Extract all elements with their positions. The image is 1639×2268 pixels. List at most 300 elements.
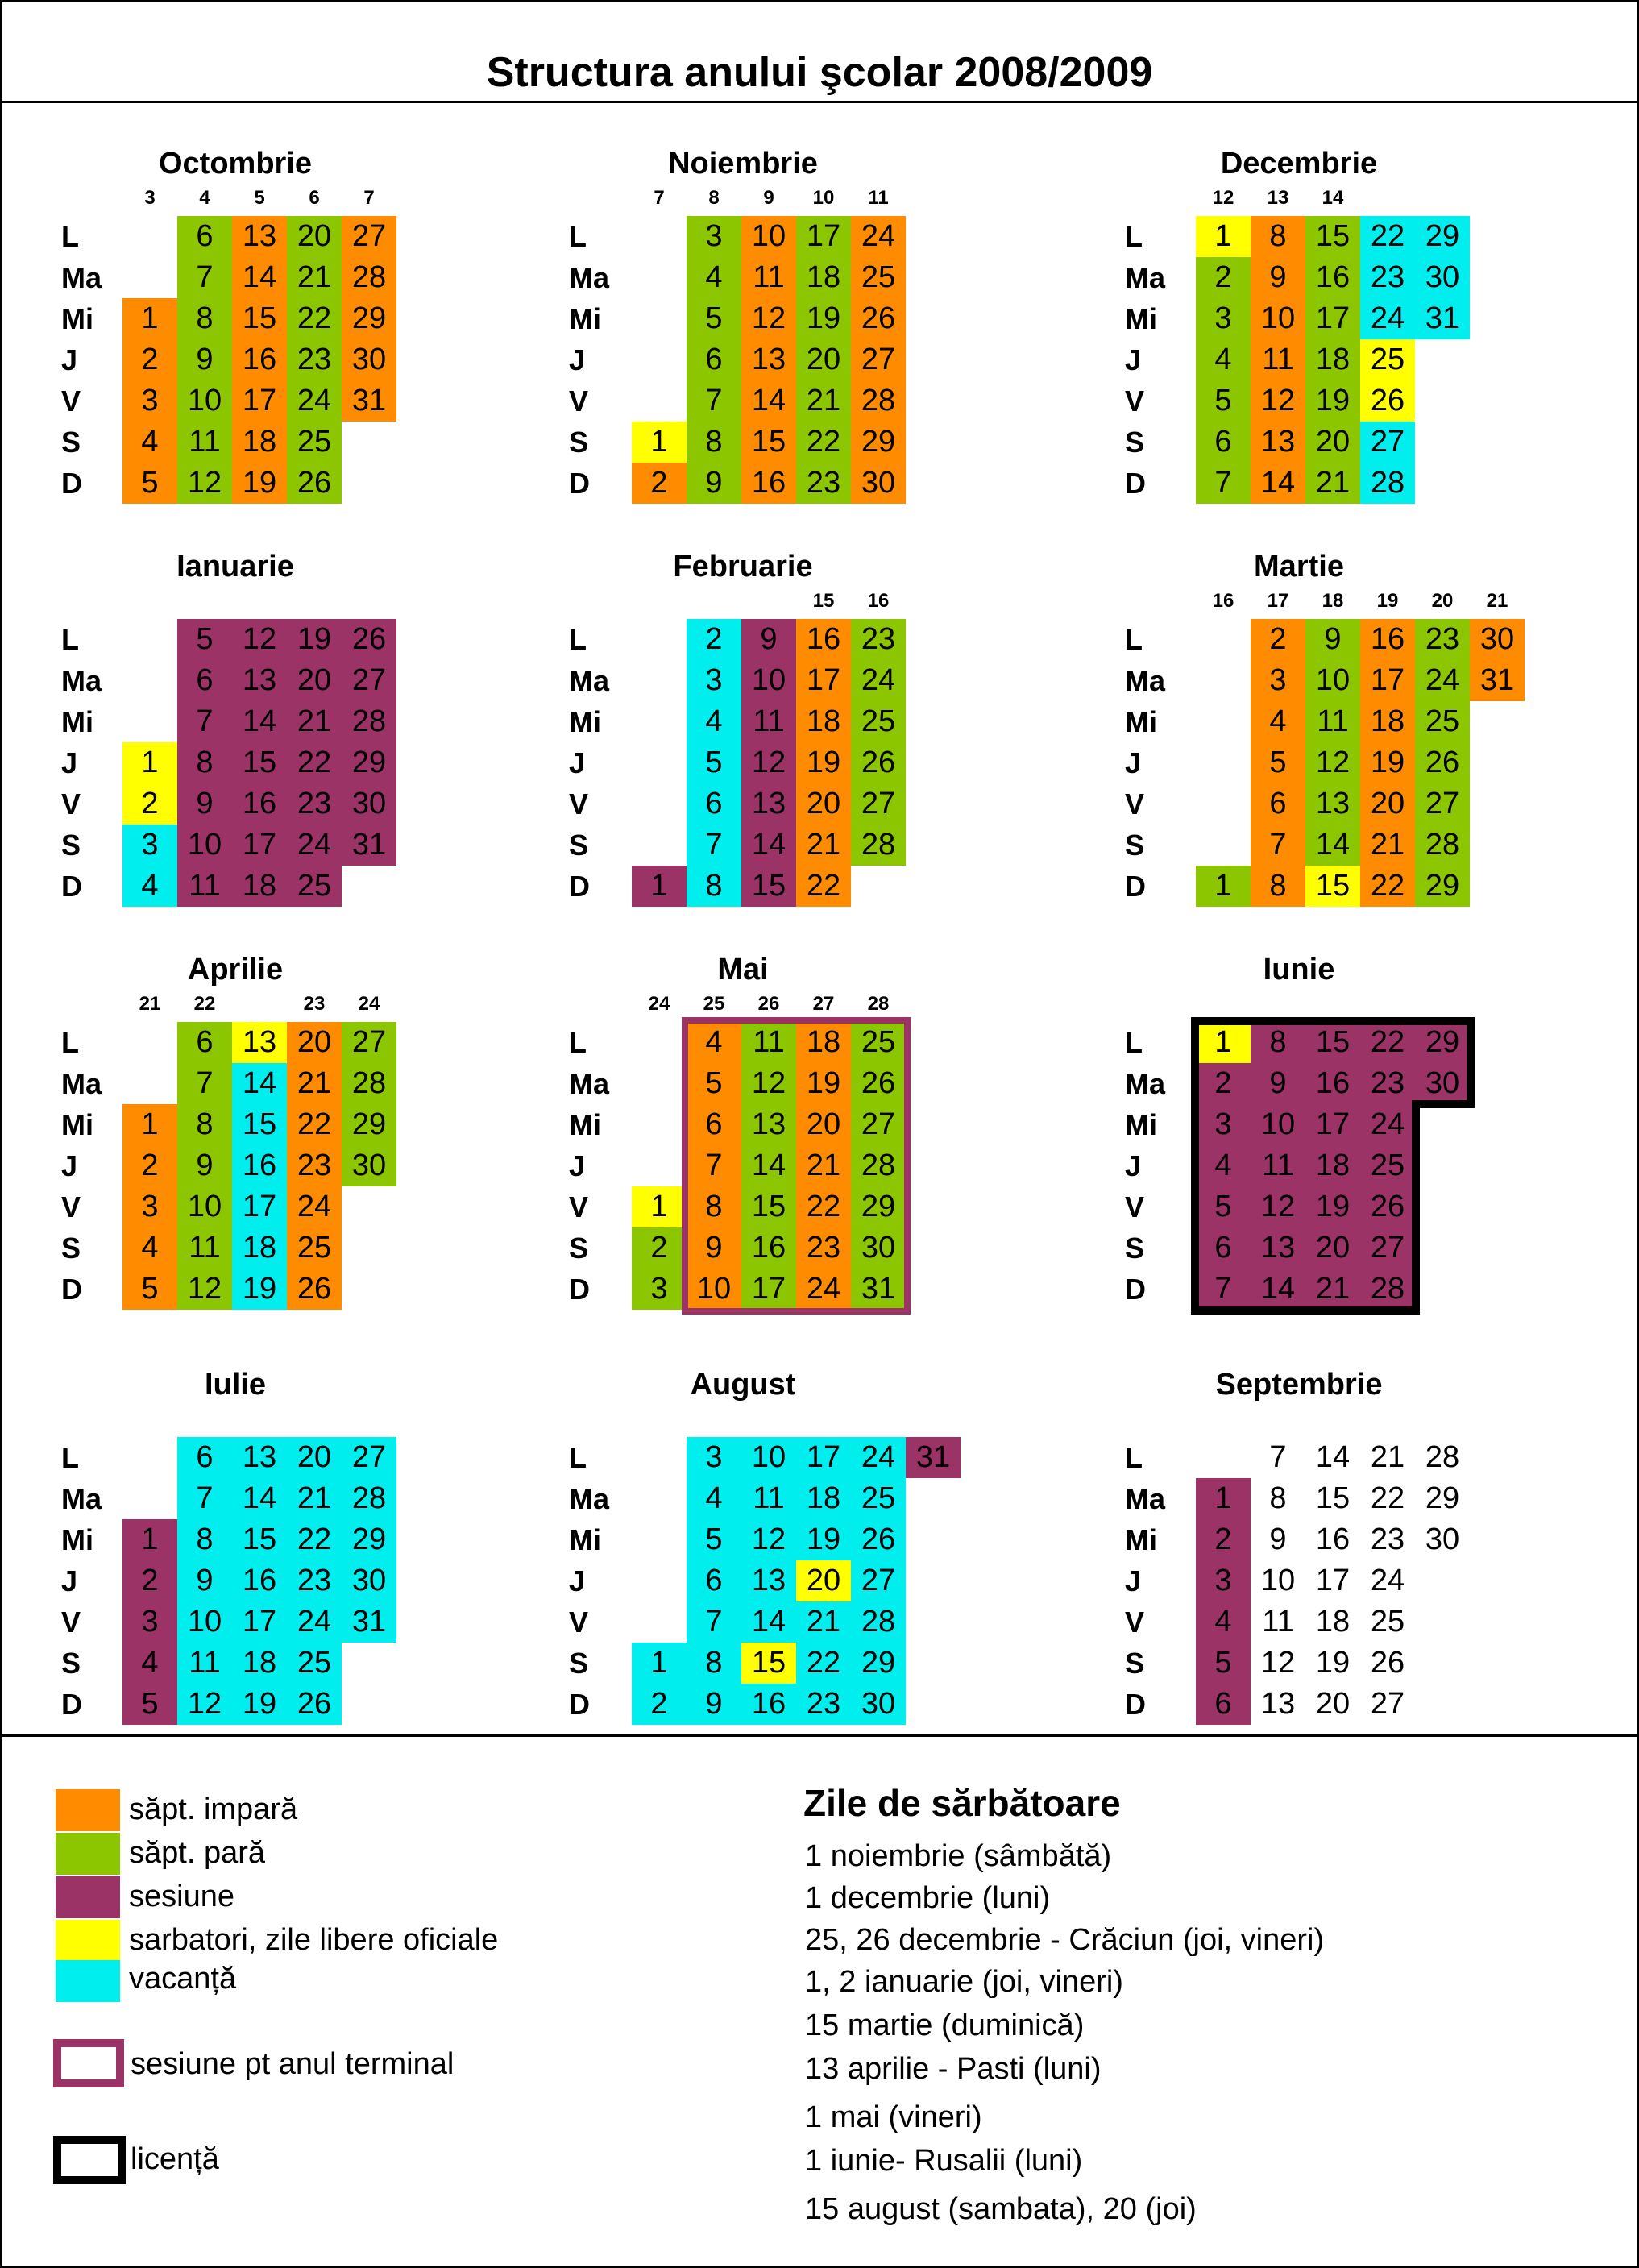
week-number: 26 bbox=[757, 993, 780, 1015]
day-cell: 20 bbox=[287, 1437, 342, 1478]
day-cell: 29 bbox=[1415, 216, 1470, 257]
holiday-item: 1 decembrie (luni) bbox=[805, 1881, 1051, 1915]
day-cell: 22 bbox=[287, 298, 342, 339]
day-cell: 1 bbox=[122, 1104, 177, 1145]
day-cell: 11 bbox=[177, 1227, 232, 1269]
day-cell: 15 bbox=[1305, 216, 1360, 257]
day-label: V bbox=[569, 1190, 589, 1223]
day-cell: 4 bbox=[687, 1022, 741, 1063]
day-cell: 11 bbox=[1251, 1145, 1305, 1186]
day-cell: 20 bbox=[796, 339, 851, 380]
day-cell: 7 bbox=[687, 380, 741, 422]
day-cell: 10 bbox=[177, 1601, 232, 1643]
day-label: S bbox=[61, 426, 81, 459]
month-name: August bbox=[690, 1368, 796, 1402]
day-cell: 10 bbox=[687, 1269, 741, 1310]
day-cell: 22 bbox=[1370, 1481, 1405, 1515]
day-cell: 4 bbox=[687, 257, 741, 298]
day-label: S bbox=[61, 1232, 81, 1265]
week-number: 3 bbox=[144, 187, 156, 209]
day-cell: 15 bbox=[741, 1186, 796, 1227]
day-label: J bbox=[1125, 746, 1142, 779]
week-number: 17 bbox=[1267, 590, 1289, 612]
day-cell: 25 bbox=[287, 866, 342, 907]
day-cell: 18 bbox=[232, 1227, 287, 1269]
day-cell: 1 bbox=[632, 1643, 687, 1684]
day-label: D bbox=[61, 467, 82, 500]
day-label: Ma bbox=[569, 1067, 610, 1100]
day-cell: 5 bbox=[1251, 742, 1305, 783]
day-cell: 17 bbox=[796, 216, 851, 257]
week-number: 7 bbox=[363, 187, 375, 209]
day-label: S bbox=[1125, 1647, 1145, 1680]
day-cell: 1 bbox=[1196, 866, 1251, 907]
day-label: S bbox=[569, 1232, 589, 1265]
day-cell: 8 bbox=[687, 1643, 741, 1684]
day-cell: 15 bbox=[741, 1643, 796, 1684]
day-cell: 24 bbox=[1370, 1564, 1405, 1597]
day-cell: 19 bbox=[1305, 380, 1360, 422]
week-number: 21 bbox=[139, 993, 161, 1015]
week-number: 25 bbox=[703, 993, 725, 1015]
day-cell: 2 bbox=[1196, 1063, 1251, 1104]
day-cell: 9 bbox=[687, 1227, 741, 1269]
day-cell: 27 bbox=[1360, 422, 1415, 463]
day-cell: 24 bbox=[287, 825, 342, 866]
day-cell: 26 bbox=[287, 463, 342, 504]
day-cell: 5 bbox=[687, 298, 741, 339]
day-cell: 27 bbox=[851, 783, 906, 825]
week-number: 16 bbox=[867, 590, 890, 612]
day-cell: 23 bbox=[287, 1560, 342, 1601]
day-cell: 16 bbox=[1305, 257, 1360, 298]
day-cell: 13 bbox=[1251, 422, 1305, 463]
day-cell: 19 bbox=[796, 1063, 851, 1104]
day-cell: 5 bbox=[687, 1063, 741, 1104]
day-cell: 10 bbox=[1305, 660, 1360, 701]
day-cell: 21 bbox=[287, 257, 342, 298]
day-cell: 7 bbox=[1269, 1440, 1287, 1474]
day-cell: 9 bbox=[1251, 257, 1305, 298]
day-label: V bbox=[1125, 384, 1145, 417]
day-cell: 13 bbox=[741, 1104, 796, 1145]
day-label: S bbox=[61, 829, 81, 862]
day-cell: 11 bbox=[1262, 1605, 1294, 1639]
day-cell: 13 bbox=[741, 339, 796, 380]
day-cell: 16 bbox=[741, 463, 796, 504]
day-cell: 6 bbox=[1251, 783, 1305, 825]
day-cell: 22 bbox=[1360, 866, 1415, 907]
day-cell: 19 bbox=[1315, 1646, 1351, 1680]
day-cell: 10 bbox=[177, 1186, 232, 1227]
day-cell: 7 bbox=[1196, 463, 1251, 504]
week-number: 27 bbox=[812, 993, 835, 1015]
week-number: 6 bbox=[309, 187, 320, 209]
day-cell: 10 bbox=[741, 660, 796, 701]
day-label: L bbox=[61, 220, 79, 253]
day-cell: 27 bbox=[342, 1437, 396, 1478]
day-cell: 24 bbox=[851, 216, 906, 257]
day-cell: 5 bbox=[122, 1269, 177, 1310]
day-label: Mi bbox=[61, 1108, 93, 1141]
day-cell: 14 bbox=[741, 1601, 796, 1643]
day-cell: 23 bbox=[1360, 1063, 1415, 1104]
day-cell: 3 bbox=[122, 380, 177, 422]
week-number: 24 bbox=[358, 993, 380, 1015]
day-cell: 25 bbox=[851, 257, 906, 298]
day-cell: 17 bbox=[232, 1601, 287, 1643]
day-cell: 26 bbox=[1360, 380, 1415, 422]
day-cell: 7 bbox=[687, 825, 741, 866]
day-cell: 1 bbox=[122, 1519, 177, 1560]
day-cell: 7 bbox=[687, 1145, 741, 1186]
day-cell: 8 bbox=[1269, 1481, 1287, 1515]
day-cell: 4 bbox=[687, 1478, 741, 1519]
day-cell: 2 bbox=[122, 1145, 177, 1186]
day-cell: 25 bbox=[851, 1478, 906, 1519]
day-cell: 1 bbox=[1196, 216, 1251, 257]
day-cell: 24 bbox=[1360, 1104, 1415, 1145]
month-name: Februarie bbox=[673, 550, 813, 584]
day-label: Mi bbox=[569, 1108, 601, 1141]
day-cell: 10 bbox=[177, 825, 232, 866]
day-cell: 18 bbox=[232, 866, 287, 907]
day-label: Ma bbox=[1125, 1482, 1166, 1515]
day-cell: 11 bbox=[177, 866, 232, 907]
day-cell: 16 bbox=[232, 783, 287, 825]
day-cell: 17 bbox=[1315, 1564, 1351, 1597]
day-cell: 22 bbox=[287, 1104, 342, 1145]
day-cell: 15 bbox=[741, 422, 796, 463]
day-cell: 20 bbox=[287, 216, 342, 257]
day-cell: 5 bbox=[122, 1684, 177, 1725]
day-cell: 3 bbox=[122, 825, 177, 866]
week-number: 15 bbox=[812, 590, 835, 612]
day-cell: 30 bbox=[851, 1684, 906, 1725]
day-label: J bbox=[61, 1149, 78, 1182]
day-cell: 28 bbox=[1425, 1440, 1460, 1474]
day-cell: 8 bbox=[1251, 216, 1305, 257]
day-cell: 23 bbox=[796, 463, 851, 504]
day-cell: 22 bbox=[1360, 1022, 1415, 1063]
day-cell: 30 bbox=[342, 1560, 396, 1601]
day-cell: 1 bbox=[1196, 1022, 1251, 1063]
day-cell: 1 bbox=[632, 866, 687, 907]
day-cell: 23 bbox=[287, 339, 342, 380]
day-cell: 10 bbox=[1251, 1104, 1305, 1145]
day-cell: 13 bbox=[232, 1022, 287, 1063]
day-label: S bbox=[61, 1647, 81, 1680]
day-cell: 14 bbox=[741, 1145, 796, 1186]
day-cell: 21 bbox=[287, 701, 342, 742]
day-label: D bbox=[1125, 1688, 1146, 1721]
legend-label-terminal: sesiune pt anul terminal bbox=[131, 2047, 454, 2081]
day-cell: 28 bbox=[851, 380, 906, 422]
day-cell: 31 bbox=[342, 825, 396, 866]
day-label: V bbox=[61, 384, 81, 417]
day-cell: 24 bbox=[796, 1269, 851, 1310]
day-label: V bbox=[61, 1605, 81, 1639]
day-cell: 17 bbox=[232, 1186, 287, 1227]
day-cell: 20 bbox=[796, 1560, 851, 1601]
week-number: 10 bbox=[812, 187, 835, 209]
day-cell: 25 bbox=[287, 422, 342, 463]
legend-label-para: săpt. pară bbox=[129, 1836, 265, 1870]
day-cell: 8 bbox=[1251, 1022, 1305, 1063]
day-cell: 16 bbox=[741, 1227, 796, 1269]
day-cell: 18 bbox=[1305, 1145, 1360, 1186]
day-label: Ma bbox=[1125, 261, 1166, 294]
day-cell: 4 bbox=[122, 1643, 177, 1684]
day-cell: 3 bbox=[632, 1269, 687, 1310]
day-cell: 20 bbox=[796, 1104, 851, 1145]
legend-label-sesiune: sesiune bbox=[129, 1880, 234, 1913]
day-cell: 26 bbox=[851, 742, 906, 783]
week-number: 21 bbox=[1486, 590, 1508, 612]
day-cell: 29 bbox=[851, 422, 906, 463]
day-cell: 19 bbox=[796, 742, 851, 783]
day-label: S bbox=[569, 829, 589, 862]
day-cell: 1 bbox=[122, 298, 177, 339]
day-cell: 17 bbox=[741, 1269, 796, 1310]
day-cell: 18 bbox=[796, 701, 851, 742]
day-cell: 11 bbox=[741, 257, 796, 298]
day-cell: 17 bbox=[232, 825, 287, 866]
day-cell: 8 bbox=[1251, 866, 1305, 907]
day-cell: 5 bbox=[122, 463, 177, 504]
day-cell: 29 bbox=[342, 742, 396, 783]
day-cell: 10 bbox=[177, 380, 232, 422]
day-cell: 18 bbox=[1305, 339, 1360, 380]
day-cell: 4 bbox=[687, 701, 741, 742]
day-cell: 27 bbox=[1415, 783, 1470, 825]
day-label: Ma bbox=[569, 664, 610, 697]
day-cell: 12 bbox=[177, 1684, 232, 1725]
holiday-item: 1 mai (vineri) bbox=[805, 2100, 982, 2134]
day-cell: 29 bbox=[851, 1186, 906, 1227]
day-cell: 19 bbox=[232, 463, 287, 504]
day-label: Ma bbox=[569, 1482, 610, 1515]
day-cell: 30 bbox=[342, 1145, 396, 1186]
day-label: Ma bbox=[61, 1482, 102, 1515]
day-cell: 7 bbox=[177, 1063, 232, 1104]
day-label: L bbox=[569, 623, 587, 656]
day-cell: 10 bbox=[741, 216, 796, 257]
month-name: Mai bbox=[717, 953, 769, 987]
week-number: 19 bbox=[1376, 590, 1399, 612]
day-cell: 14 bbox=[232, 1478, 287, 1519]
week-number: 5 bbox=[254, 187, 265, 209]
day-cell: 4 bbox=[122, 1227, 177, 1269]
day-cell: 30 bbox=[851, 463, 906, 504]
month-name: Iulie bbox=[204, 1368, 267, 1402]
day-cell: 13 bbox=[1305, 783, 1360, 825]
day-label: Mi bbox=[569, 302, 601, 335]
week-number: 13 bbox=[1267, 187, 1289, 209]
day-cell: 17 bbox=[1305, 298, 1360, 339]
day-label: Ma bbox=[61, 1067, 102, 1100]
day-cell: 14 bbox=[1251, 1269, 1305, 1310]
day-cell: 17 bbox=[232, 380, 287, 422]
day-cell: 14 bbox=[1315, 1440, 1351, 1474]
day-cell: 17 bbox=[1305, 1104, 1360, 1145]
day-label: S bbox=[1125, 1232, 1145, 1265]
day-cell: 27 bbox=[851, 1104, 906, 1145]
holiday-item: 1 iunie- Rusalii (luni) bbox=[805, 2144, 1083, 2178]
day-label: L bbox=[1125, 1441, 1143, 1474]
day-cell: 15 bbox=[232, 742, 287, 783]
day-label: V bbox=[61, 1190, 81, 1223]
day-cell: 3 bbox=[122, 1601, 177, 1643]
day-cell: 26 bbox=[287, 1684, 342, 1725]
day-cell: 16 bbox=[741, 1684, 796, 1725]
day-cell: 20 bbox=[1305, 1227, 1360, 1269]
day-cell: 24 bbox=[1360, 298, 1415, 339]
day-label: Ma bbox=[61, 261, 102, 294]
day-cell: 31 bbox=[342, 1601, 396, 1643]
day-cell: 8 bbox=[177, 298, 232, 339]
day-cell: 9 bbox=[1251, 1063, 1305, 1104]
day-cell: 25 bbox=[1360, 339, 1415, 380]
day-cell: 18 bbox=[1315, 1605, 1351, 1639]
day-cell: 19 bbox=[1360, 742, 1415, 783]
day-cell: 1 bbox=[1196, 1478, 1251, 1519]
day-label: L bbox=[569, 220, 587, 253]
day-label: Mi bbox=[569, 705, 601, 738]
day-cell: 15 bbox=[232, 1519, 287, 1560]
day-label: Mi bbox=[1125, 1523, 1157, 1556]
day-cell: 6 bbox=[1196, 422, 1251, 463]
day-cell: 3 bbox=[687, 1437, 741, 1478]
day-cell: 27 bbox=[851, 1560, 906, 1601]
day-cell: 20 bbox=[287, 660, 342, 701]
day-label: J bbox=[569, 746, 586, 779]
day-cell: 23 bbox=[796, 1227, 851, 1269]
day-cell: 31 bbox=[1415, 298, 1470, 339]
day-label: D bbox=[569, 870, 590, 903]
day-cell: 12 bbox=[741, 1063, 796, 1104]
day-cell: 10 bbox=[741, 1437, 796, 1478]
day-cell: 6 bbox=[177, 216, 232, 257]
day-cell: 28 bbox=[851, 825, 906, 866]
day-cell: 6 bbox=[687, 1560, 741, 1601]
day-label: Mi bbox=[61, 705, 93, 738]
day-cell: 13 bbox=[232, 1437, 287, 1478]
day-cell: 31 bbox=[342, 380, 396, 422]
day-cell: 20 bbox=[1360, 783, 1415, 825]
day-cell: 26 bbox=[851, 298, 906, 339]
day-label: Ma bbox=[1125, 664, 1166, 697]
day-cell: 30 bbox=[851, 1227, 906, 1269]
week-number: 22 bbox=[193, 993, 216, 1015]
day-cell: 21 bbox=[796, 1145, 851, 1186]
day-cell: 9 bbox=[687, 463, 741, 504]
holiday-item: 1, 2 ianuarie (joi, vineri) bbox=[805, 1965, 1123, 1999]
day-cell: 28 bbox=[342, 1478, 396, 1519]
day-cell: 27 bbox=[1360, 1227, 1415, 1269]
day-cell: 28 bbox=[1360, 463, 1415, 504]
day-cell: 7 bbox=[687, 1601, 741, 1643]
week-number: 11 bbox=[868, 187, 889, 209]
legend-label-licenta: licență bbox=[131, 2142, 219, 2176]
day-cell: 11 bbox=[177, 1643, 232, 1684]
day-cell: 21 bbox=[1360, 825, 1415, 866]
day-cell: 29 bbox=[1425, 1481, 1460, 1515]
month-name: Noiembrie bbox=[668, 147, 818, 181]
day-cell: 8 bbox=[687, 866, 741, 907]
day-label: Mi bbox=[61, 1523, 93, 1556]
day-cell: 12 bbox=[741, 298, 796, 339]
day-cell: 5 bbox=[1196, 1643, 1251, 1684]
day-cell: 9 bbox=[177, 1145, 232, 1186]
day-cell: 4 bbox=[1196, 1601, 1251, 1643]
day-cell: 30 bbox=[342, 339, 396, 380]
day-label: Ma bbox=[569, 261, 610, 294]
day-cell: 18 bbox=[796, 257, 851, 298]
day-cell: 4 bbox=[1196, 339, 1251, 380]
day-label: S bbox=[569, 1647, 589, 1680]
day-cell: 22 bbox=[287, 742, 342, 783]
day-label: V bbox=[1125, 1190, 1145, 1223]
day-label: L bbox=[569, 1026, 587, 1059]
day-label: V bbox=[569, 384, 589, 417]
month-name: Octombrie bbox=[158, 147, 313, 181]
month-name: Septembrie bbox=[1215, 1368, 1383, 1402]
day-cell: 18 bbox=[232, 422, 287, 463]
day-cell: 9 bbox=[687, 1684, 741, 1725]
day-cell: 7 bbox=[1251, 825, 1305, 866]
day-cell: 14 bbox=[741, 825, 796, 866]
legend-swatch-vacanta bbox=[56, 1960, 120, 2002]
day-cell: 18 bbox=[1360, 701, 1415, 742]
day-cell: 26 bbox=[851, 1519, 906, 1560]
day-cell: 8 bbox=[687, 1186, 741, 1227]
day-cell: 18 bbox=[796, 1478, 851, 1519]
day-cell: 6 bbox=[177, 1437, 232, 1478]
day-cell: 13 bbox=[741, 1560, 796, 1601]
day-cell: 13 bbox=[741, 783, 796, 825]
day-cell: 16 bbox=[232, 339, 287, 380]
day-label: J bbox=[569, 1149, 586, 1182]
day-cell: 2 bbox=[632, 463, 687, 504]
day-cell: 22 bbox=[1360, 216, 1415, 257]
day-label: V bbox=[569, 1605, 589, 1639]
day-label: V bbox=[1125, 1605, 1145, 1639]
day-cell: 27 bbox=[342, 216, 396, 257]
day-label: Mi bbox=[61, 302, 93, 335]
legend-divider bbox=[2, 1734, 1637, 1737]
day-cell: 3 bbox=[687, 660, 741, 701]
day-cell: 25 bbox=[851, 701, 906, 742]
day-cell: 29 bbox=[851, 1643, 906, 1684]
day-cell: 30 bbox=[1415, 1063, 1470, 1104]
day-label: D bbox=[569, 1688, 590, 1721]
day-cell: 25 bbox=[1360, 1145, 1415, 1186]
day-cell: 29 bbox=[1415, 1022, 1470, 1063]
day-label: Mi bbox=[1125, 1108, 1157, 1141]
day-cell: 15 bbox=[232, 1104, 287, 1145]
month-name: Iunie bbox=[1263, 953, 1335, 987]
day-cell: 26 bbox=[342, 619, 396, 660]
day-label: Ma bbox=[1125, 1067, 1166, 1100]
day-cell: 17 bbox=[1360, 660, 1415, 701]
day-cell: 19 bbox=[796, 298, 851, 339]
day-cell: 15 bbox=[1305, 866, 1360, 907]
day-label: D bbox=[569, 467, 590, 500]
day-cell: 7 bbox=[177, 1478, 232, 1519]
day-cell: 15 bbox=[1315, 1481, 1351, 1515]
day-cell: 8 bbox=[177, 1104, 232, 1145]
